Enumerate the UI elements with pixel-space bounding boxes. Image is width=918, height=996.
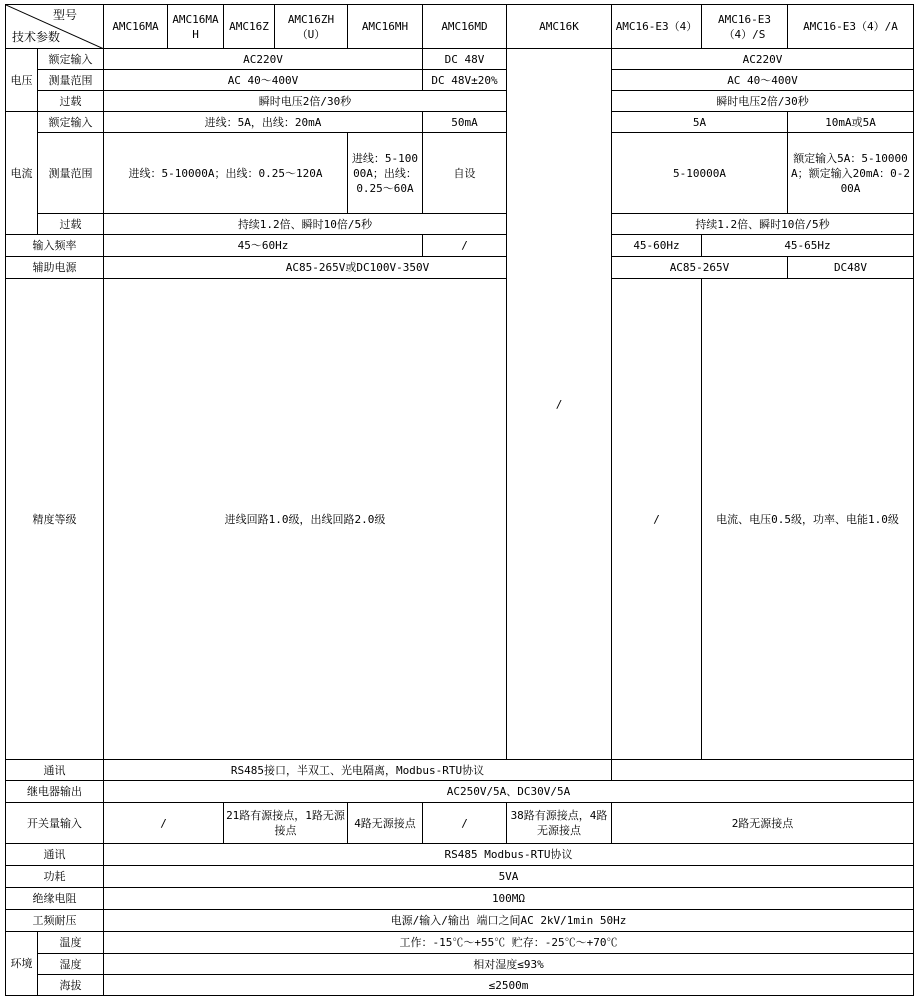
cell-value: AC 40～400V (612, 70, 914, 91)
cell-value: 相对湿度≤93% (104, 954, 914, 975)
cell-value: 进线：5-10000A；出线：0.25～120A (104, 133, 348, 214)
model-header: AMC16MAH (168, 5, 224, 49)
voltage-group-label: 电压 (6, 49, 38, 112)
cell-value: 4路无源接点 (348, 803, 423, 844)
row-label: 绝缘电阻 (6, 888, 104, 910)
model-header: AMC16-E3（4）/S (702, 5, 788, 49)
model-header: AMC16-E3（4）/A (788, 5, 914, 49)
cell-value: 进线：5A，出线：20mA (104, 112, 423, 133)
cell-value: DC48V (788, 257, 914, 279)
row-label: 温度 (38, 932, 104, 954)
empty-cell (612, 760, 914, 781)
relay-row (6, 781, 914, 803)
accuracy-row (6, 279, 914, 760)
header-row (6, 5, 914, 49)
row-label: 额定输入 (38, 49, 104, 70)
row-label: 通讯 (6, 760, 104, 781)
voltage-range-row (6, 70, 914, 91)
cell-value: 5-10000A (612, 133, 788, 214)
model-header: AMC16K (507, 5, 612, 49)
row-label: 开关量输入 (6, 803, 104, 844)
row-label: 功耗 (6, 866, 104, 888)
model-header: AMC16MH (348, 5, 423, 49)
row-label: 辅助电源 (6, 257, 104, 279)
cell-value: ≤2500m (104, 975, 914, 996)
cell-value: 电源/输入/输出 端口之间AC 2kV/1min 50Hz (104, 910, 914, 932)
insulation-row (6, 888, 914, 910)
altitude-row (6, 975, 914, 996)
cell-value: 45-60Hz (612, 235, 702, 257)
cell-value: / (423, 235, 507, 257)
spec-table (5, 4, 914, 996)
cell-value: 45-65Hz (702, 235, 914, 257)
cell-value: / (612, 279, 702, 760)
cell-value: / (507, 49, 612, 760)
withstand-row (6, 910, 914, 932)
cell-value: AC85-265V或DC100V-350V (104, 257, 612, 279)
cell-value: 38路有源接点，4路无源接点 (507, 803, 612, 844)
cell-value: / (423, 803, 507, 844)
cell-value: AC 40～400V (104, 70, 423, 91)
current-range-row (6, 133, 914, 214)
row-label: 工频耐压 (6, 910, 104, 932)
voltage-rated-row (6, 49, 914, 70)
row-label: 过载 (38, 214, 104, 235)
cell-value: 持续1.2倍、瞬时10倍/5秒 (612, 214, 914, 235)
row-label: 精度等级 (6, 279, 104, 760)
cell-value: AC85-265V (612, 257, 788, 279)
current-overload-row (6, 214, 914, 235)
cell-value: 工作：-15℃～+55℃ 贮存：-25℃～+70℃ (104, 932, 914, 954)
cell-value: 额定输入5A：5-10000A；额定输入20mA：0-200A (788, 133, 914, 214)
header-corner-cell (6, 5, 104, 49)
cell-value: DC 48V (423, 49, 507, 70)
humidity-row (6, 954, 914, 975)
cell-value: AC220V (612, 49, 914, 70)
model-header: AMC16Z (224, 5, 275, 49)
corner-spec-label: 技术参数 (12, 30, 61, 44)
row-label: 通讯 (6, 844, 104, 866)
row-label: 海拔 (38, 975, 104, 996)
corner-model-label: 型号 (53, 8, 78, 22)
row-label: 输入频率 (6, 235, 104, 257)
cell-value: 瞬时电压2倍/30秒 (104, 91, 507, 112)
model-header: AMC16MA (104, 5, 168, 49)
switch-input-row (6, 803, 914, 844)
input-freq-row (6, 235, 914, 257)
comm2-row (6, 844, 914, 866)
cell-value: 自设 (423, 133, 507, 214)
row-label: 测量范围 (38, 133, 104, 214)
cell-value: 持续1.2倍、瞬时10倍/5秒 (104, 214, 507, 235)
model-header: AMC16-E3（4） (612, 5, 702, 49)
cell-value: 瞬时电压2倍/30秒 (612, 91, 914, 112)
current-group-label: 电流 (6, 112, 38, 235)
row-label: 过载 (38, 91, 104, 112)
power-row (6, 866, 914, 888)
cell-value: 2路无源接点 (612, 803, 914, 844)
cell-value: 进线回路1.0级，出线回路2.0级 (104, 279, 507, 760)
cell-value: 电流、电压0.5级，功率、电能1.0级 (702, 279, 914, 760)
cell-value: 进线：5-10000A；出线：0.25～60A (348, 133, 423, 214)
cell-value: / (104, 803, 224, 844)
voltage-overload-row (6, 91, 914, 112)
environment-group-label: 环境 (6, 932, 38, 996)
temperature-row (6, 932, 914, 954)
comm-row (6, 760, 914, 781)
row-label: 额定输入 (38, 112, 104, 133)
model-header: AMC16MD (423, 5, 507, 49)
cell-value: RS485接口，半双工、光电隔离，Modbus-RTU协议 (104, 760, 612, 781)
cell-value: AC250V/5A、DC30V/5A (104, 781, 914, 803)
current-rated-row (6, 112, 914, 133)
aux-power-row (6, 257, 914, 279)
cell-value: DC 48V±20% (423, 70, 507, 91)
row-label: 测量范围 (38, 70, 104, 91)
cell-value: 50mA (423, 112, 507, 133)
cell-value: AC220V (104, 49, 423, 70)
model-header: AMC16ZH（U） (275, 5, 348, 49)
cell-value: 5A (612, 112, 788, 133)
row-label: 继电器输出 (6, 781, 104, 803)
row-label: 湿度 (38, 954, 104, 975)
cell-value: 100MΩ (104, 888, 914, 910)
cell-value: RS485 Modbus-RTU协议 (104, 844, 914, 866)
cell-value: 21路有源接点，1路无源接点 (224, 803, 348, 844)
cell-value: 45～60Hz (104, 235, 423, 257)
cell-value: 10mA或5A (788, 112, 914, 133)
cell-value: 5VA (104, 866, 914, 888)
